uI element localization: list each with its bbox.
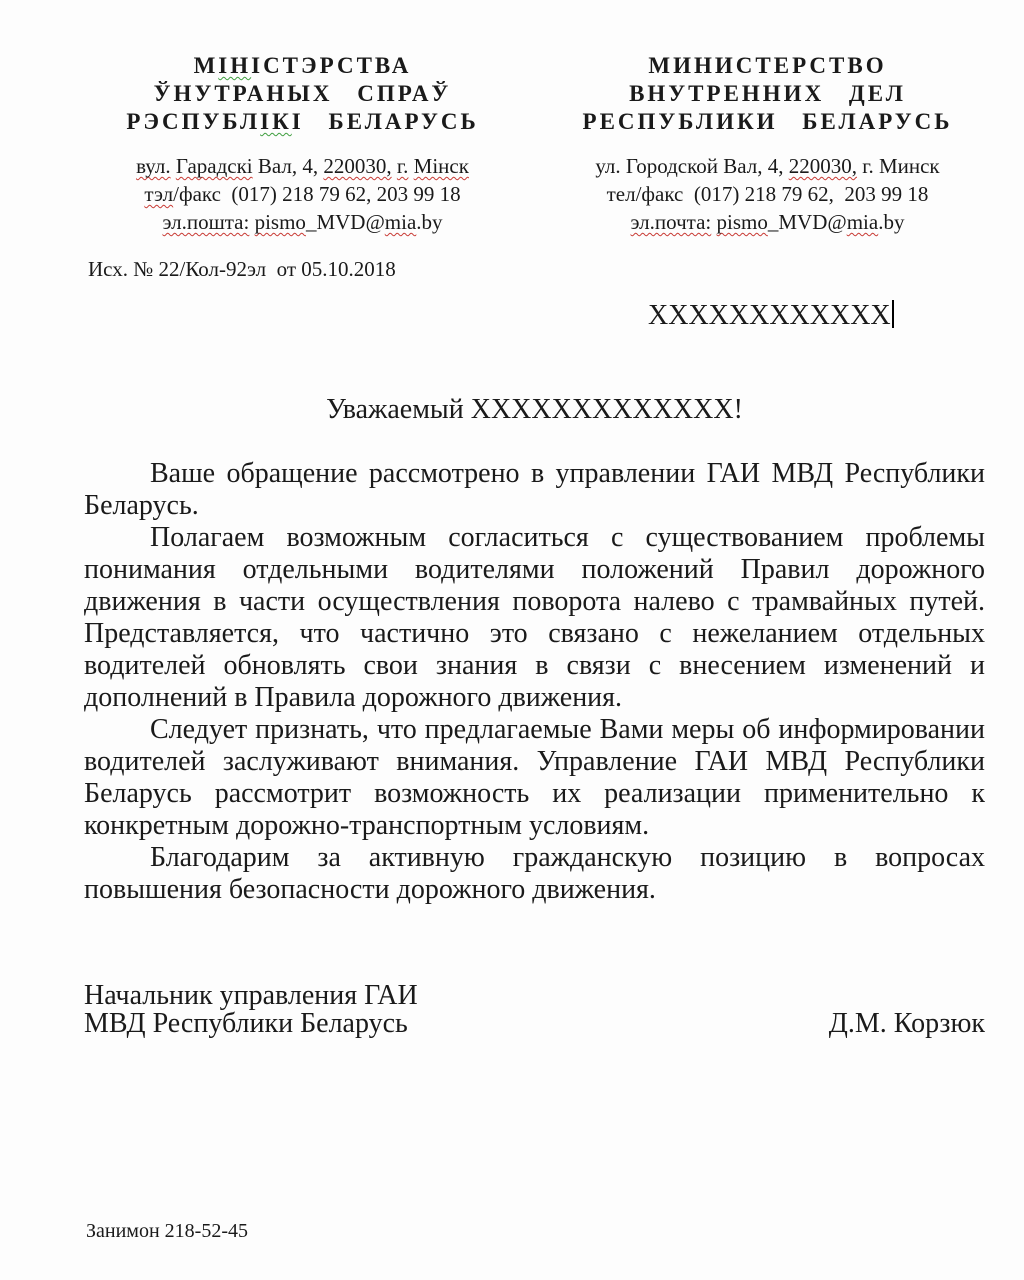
text-segment: РЭСПУБЛ xyxy=(126,109,261,134)
signature-block xyxy=(84,982,985,1038)
misspelled-text-segment: Гарадскі xyxy=(175,154,253,178)
letterhead-russian xyxy=(545,52,990,236)
salutation[interactable]: Уважаемый XXXXXXXXXXXXX! xyxy=(326,394,743,425)
misspelled-text-segment: ІК xyxy=(260,109,292,134)
title-line[interactable] xyxy=(80,80,525,108)
letterhead-belarusian xyxy=(80,52,525,236)
misspelled-text-segment: эл.почта: xyxy=(630,210,712,234)
phone-line[interactable] xyxy=(545,180,990,208)
signature-position-line[interactable]: МВД Республики Беларусь xyxy=(84,1008,408,1039)
text-segment: г. Минск xyxy=(856,154,940,178)
title-line[interactable] xyxy=(545,108,990,136)
text-segment: .by xyxy=(416,210,443,234)
ministry-address-ru xyxy=(545,152,990,236)
misspelled-text-segment: вул. xyxy=(136,154,171,178)
ministry-title-be xyxy=(80,52,525,136)
misspelled-text-segment: pismo xyxy=(254,210,306,234)
misspelled-text-segment: mia xyxy=(846,210,879,234)
addressee-text: XXXXXXXXXXXX xyxy=(648,300,891,331)
ministry-address-be xyxy=(80,152,525,236)
paragraph[interactable]: Благодарим за активную гражданскую позицию в вопросах повышения безопасности дорожного движения. xyxy=(84,842,985,905)
text-segment: МИНИСТЕРСТВО xyxy=(648,53,887,78)
email-line[interactable] xyxy=(545,208,990,236)
misspelled-text-segment: тэл xyxy=(144,182,174,206)
misspelled-text-segment: pismo xyxy=(716,210,768,234)
text-segment: ВНУТРЕННИХ ДЕЛ xyxy=(629,81,906,106)
address-line[interactable] xyxy=(80,152,525,180)
text-segment: ІСТЭРСТВА xyxy=(251,53,412,78)
letter-body xyxy=(84,458,985,906)
phone-line[interactable] xyxy=(80,180,525,208)
title-line[interactable] xyxy=(545,80,990,108)
ministry-title-ru xyxy=(545,52,990,136)
text-segment: РЕСПУБЛИКИ БЕЛАРУСЬ xyxy=(582,109,953,134)
text-segment: /факс (017) 218 79 62, 203 99 18 xyxy=(173,182,461,206)
misspelled-text-segment: г. xyxy=(396,154,409,178)
executor-line[interactable]: Занимон 218-52-45 xyxy=(86,1220,248,1242)
text-cursor xyxy=(892,300,894,328)
addressee-placeholder[interactable] xyxy=(648,298,985,334)
text-segment: .by xyxy=(878,210,905,234)
paragraph[interactable]: Ваше обращение рассмотрено в управлении ГАИ МВД Республики Беларусь. xyxy=(84,458,985,521)
misspelled-text-segment: эл.пошта: xyxy=(162,210,250,234)
misspelled-text-segment: ІН xyxy=(218,53,252,78)
letter-content xyxy=(0,256,1024,1038)
title-line[interactable] xyxy=(545,52,990,80)
outgoing-reference[interactable]: Исх. № 22/Кол-92эл от 05.10.2018 xyxy=(88,257,396,281)
text-segment: І БЕЛАРУСЬ xyxy=(291,109,479,134)
text-segment: _MVD@ xyxy=(305,210,385,234)
paragraph[interactable]: Полагаем возможным согласиться с существованием проблемы понимания отдельными водителями положений Правил дорожного движения в части осуществления поворота налево с трамвайных путей. Представляется, что частично это связано с нежеланием отдельных водителей обновлять свои знания в связи с внесением изменений и дополнений в Правила дорожного движения. xyxy=(84,522,985,713)
text-segment: ЎНУТРАНЫХ СПРАЎ xyxy=(153,81,452,106)
misspelled-text-segment: mia xyxy=(384,210,417,234)
misspelled-text-segment: Мінск xyxy=(413,154,469,178)
text-segment: Вал, 4, xyxy=(252,154,324,178)
text-segment: _MVD@ xyxy=(767,210,847,234)
misspelled-text-segment: 220030, xyxy=(788,154,857,178)
text-segment: тел/факс (017) 218 79 62, 203 99 18 xyxy=(606,182,929,206)
letterhead xyxy=(0,0,1024,236)
title-line[interactable] xyxy=(80,108,525,136)
address-line[interactable] xyxy=(545,152,990,180)
text-segment: ул. Городской Вал, 4, xyxy=(595,154,789,178)
email-line[interactable] xyxy=(80,208,525,236)
text-segment: М xyxy=(193,53,219,78)
paragraph[interactable]: Следует признать, что предлагаемые Вами меры об информировании водителей заслуживают внимания. Управление ГАИ МВД Республики Беларусь рассмотрит возможность их реализации применительно к конкретным дорожно-транспортным условиям. xyxy=(84,714,985,841)
signatory-name[interactable]: Д.М. Корзюк xyxy=(828,1008,985,1039)
signature-position xyxy=(84,982,418,1038)
signature-position-line[interactable]: Начальник управления ГАИ xyxy=(84,980,418,1011)
title-line[interactable] xyxy=(80,52,525,80)
misspelled-text-segment: 220030, xyxy=(323,154,392,178)
